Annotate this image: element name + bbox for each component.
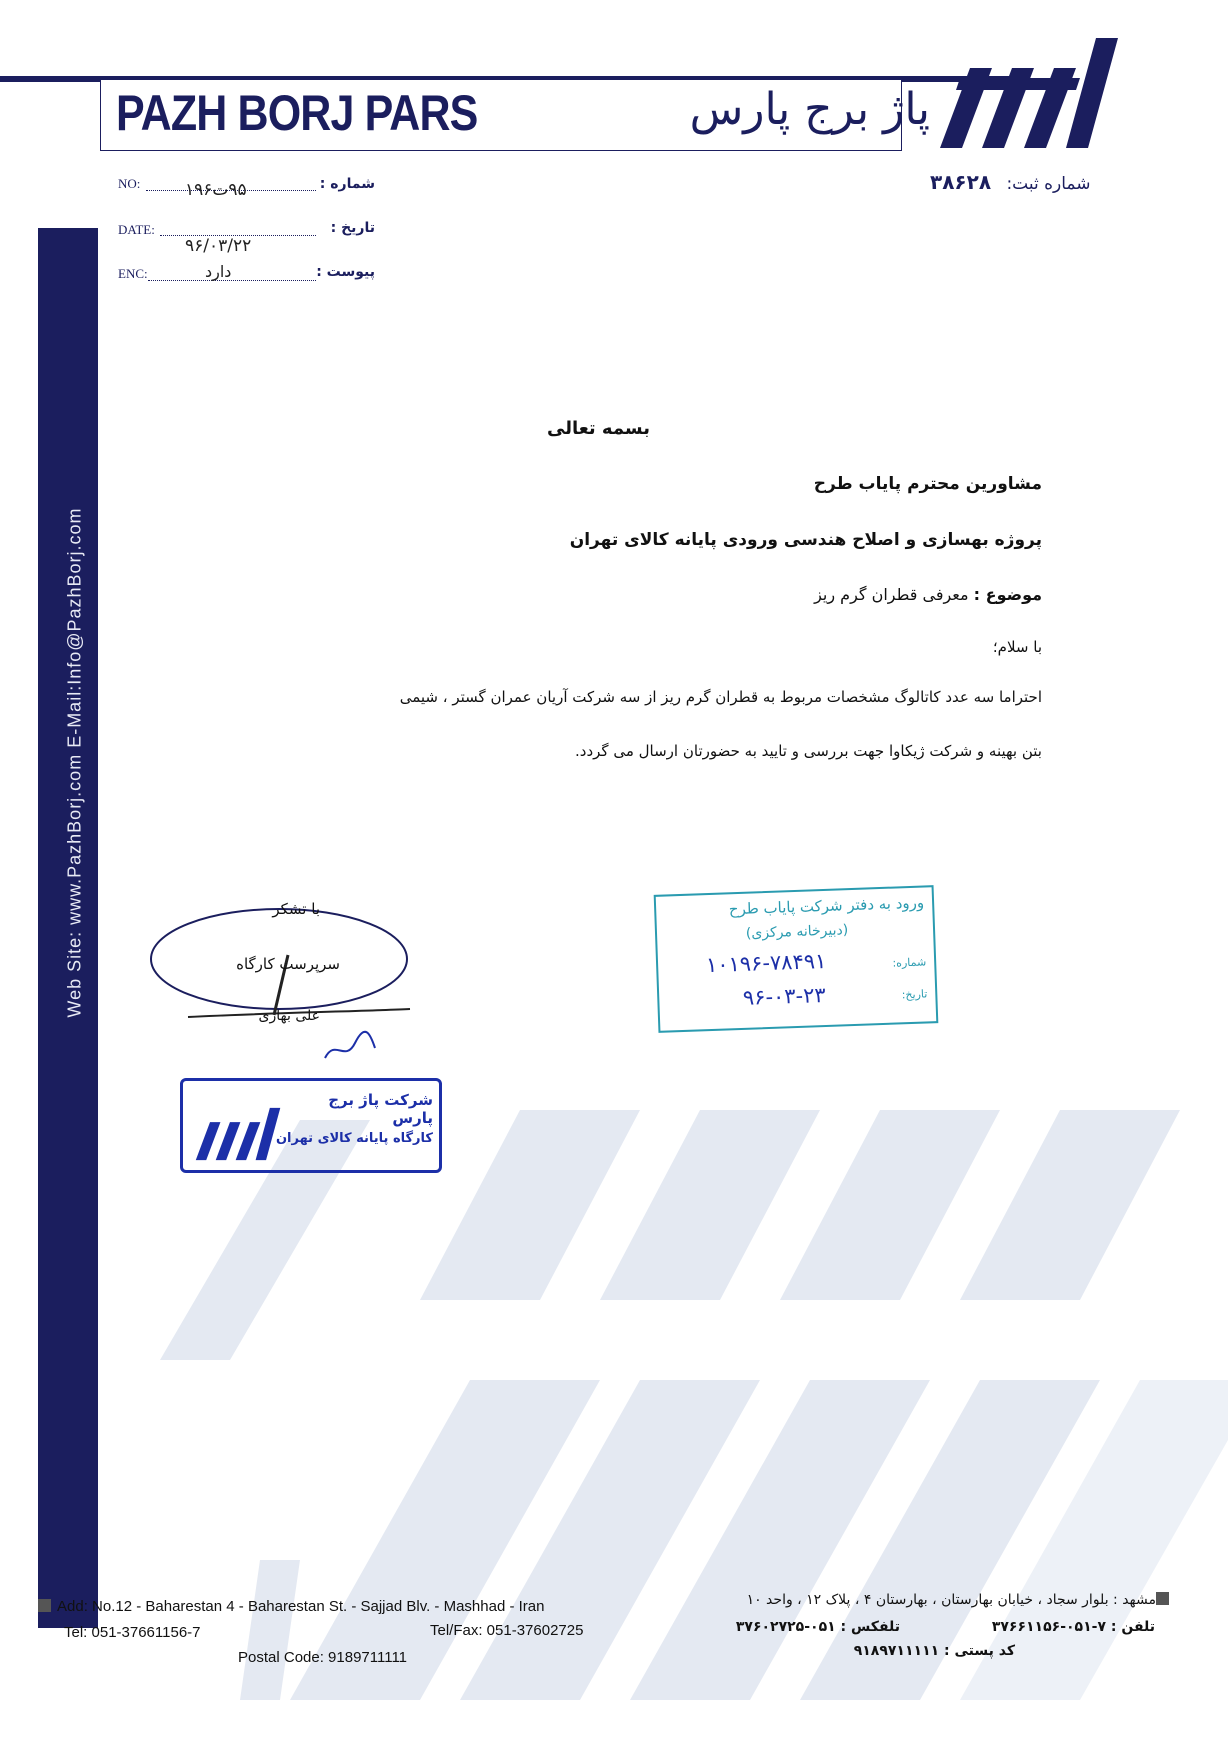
received-date-label: تاریخ: [901,987,928,1002]
brand-name-fa: پاژ برج پارس [689,84,930,135]
subject-text: معرفی قطران گرم ریز [814,585,969,604]
received-number-value: ۱۰۱۹۶-۷۸۴۹۱ [705,948,827,978]
signature-thanks: با تشکر [272,900,320,918]
date-label-en: DATE: [118,222,155,237]
bullet-square-icon [38,1599,51,1612]
date-label-fa: تاریخ : [330,220,375,236]
footer-tel-fa: تلفن : ۷-۰۵۱-۳۷۶۶۱۱۵۶ [991,1619,1155,1635]
recipient: مشاورین محترم پایاب طرح [813,474,1042,494]
registration-value: ۳۸۶۲۸ [930,170,992,194]
sidebar-contact-text: Web Site: www.PazhBorj.com E-Mail:Info@PazhBorj.com [64,507,85,1018]
received-stamp-line1: ورود به دفتر شرکت پایاب طرح [728,893,925,919]
subject-label: موضوع : [973,585,1042,604]
signature-title: سرپرست کارگاه [236,955,340,973]
footer-tel-en: Tel: 051-37661156-7 [64,1624,201,1641]
bullet-square-fa-icon [1156,1592,1169,1605]
handwritten-signature [320,1028,380,1068]
greeting: با سلام؛ [992,638,1042,656]
company-stamp [180,1078,442,1173]
received-stamp-line2: (دبیرخانه مرکزی) [745,922,849,942]
footer-address-en-text: Add: No.12 - Baharestan 4 - Baharestan St. - Sajjad Blv. - Mashhad - Iran [57,1598,545,1615]
no-label-fa: شماره : [319,176,375,192]
footer-fax-en: Tel/Fax: 051-37602725 [430,1622,584,1639]
enc-label-en: ENC: [118,266,148,281]
subject-line [600,585,1042,604]
footer-postal-en: Postal Code: 9189711111 [238,1649,408,1666]
brand-name-en: PAZH BORJ PARS [116,85,478,141]
project-title: پروژه بهسازی و اصلاح هندسی ورودی پایانه کالای تهران [569,530,1042,550]
company-stamp-line1: شرکت پاژ برج پارس [328,1091,433,1127]
footer-address-fa-text: مشهد : بلوار سجاد ، خیابان بهارستان ، بهارستان ۴ ، پلاک ۱۲ ، واحد ۱۰ [746,1592,1156,1608]
enc-dotted-line [148,279,316,281]
footer-address-fa [660,1592,1175,1608]
company-logo-icon [930,28,1130,158]
received-stamp [654,885,939,1033]
enc-label-fa: پیوست : [316,264,375,280]
body-line-2: بتن بهینه و شرکت ژیکاوا جهت بررسی و تایید به حضورتان ارسال می گردد. [575,742,1042,760]
received-number-label: شماره: [892,955,927,970]
body-line-1: احتراما سه عدد کاتالوگ مشخصات مربوط به قطران گرم ریز از سه شرکت آریان عمران گستر ، شیمی [399,688,1042,706]
enc-value: دارد [205,262,232,281]
signature-name: علی بهاری [258,1008,320,1024]
company-stamp-line2: کارگاه پایانه کالای تهران [275,1131,433,1146]
footer-fax-fa: تلفکس : ۰۵۱-۳۷۶۰۲۷۲۵ [735,1619,900,1635]
footer-postal-fa: کد پستی : ۹۱۸۹۷۱۱۱۱۱ [853,1643,1015,1659]
no-label-en: NO: [118,176,141,191]
invocation: بسمه تعالی [547,418,650,439]
stamp-logo-icon [191,1103,286,1165]
footer-address-en [38,1598,544,1615]
registration-label: شماره ثبت: [1006,174,1091,194]
received-date-value: ۹۶-۰۳-۲۳ [742,982,827,1010]
registration-number [930,170,1091,194]
date-value: ۹۶/۰۳/۲۲ [185,236,252,256]
no-value: ۹۵ت۱۹۶ [185,180,247,200]
